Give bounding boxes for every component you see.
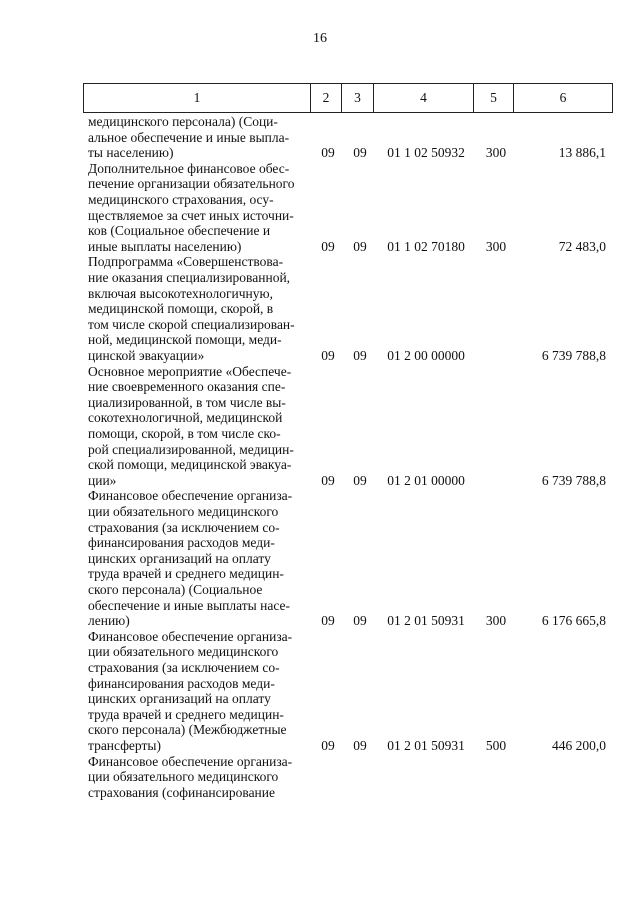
description-line: том числе скорой специализирован- xyxy=(88,316,295,332)
cell-c4: 01 1 02 50932 xyxy=(387,145,465,161)
description-line: Подпрограмма «Совершенствова- xyxy=(88,254,284,270)
table-row xyxy=(0,114,640,161)
row-description xyxy=(88,364,310,489)
table-header xyxy=(83,83,613,113)
row-description xyxy=(88,629,310,754)
table-row xyxy=(0,161,640,255)
description-line: Финансовое обеспечение организа- xyxy=(88,753,293,769)
description-line: ков (Социальное обеспечение и xyxy=(88,223,271,239)
description-line: медицинского страхования, осу- xyxy=(88,191,274,207)
header-col-1: 1 xyxy=(84,84,311,112)
description-line: ции» xyxy=(88,472,117,488)
description-line: трансферты) xyxy=(88,737,161,753)
cell-c2: 09 xyxy=(321,347,335,363)
description-line: медицинской помощи, скорой, в xyxy=(88,301,274,317)
description-line: ции обязательного медицинского xyxy=(88,644,279,660)
description-line: рой специализированной, медицин- xyxy=(88,441,294,457)
description-line: ции обязательного медицинского xyxy=(88,503,279,519)
description-line: цинских организаций на оплату xyxy=(88,550,271,566)
cell-c4: 01 2 00 00000 xyxy=(387,347,465,363)
table-row xyxy=(0,754,640,801)
cell-c2: 09 xyxy=(321,472,335,488)
row-description xyxy=(88,254,310,363)
page-number: 16 xyxy=(313,31,327,46)
cell-c4: 01 2 01 00000 xyxy=(387,472,465,488)
description-line: труда врачей и среднего медицин- xyxy=(88,566,284,582)
cell-c3: 09 xyxy=(353,613,367,629)
row-description xyxy=(88,488,310,628)
cell-c6: 72 483,0 xyxy=(558,238,606,254)
table-body xyxy=(0,114,640,800)
header-col-2: 2 xyxy=(311,84,342,112)
table-row xyxy=(0,629,640,754)
description-line: финансирования расходов меди- xyxy=(88,675,275,691)
description-line: ской помощи, медицинской эвакуа- xyxy=(88,457,292,473)
cell-c3: 09 xyxy=(353,472,367,488)
description-line: ществляемое за счет иных источни- xyxy=(88,207,294,223)
description-line: ского персонала) (Межбюджетные xyxy=(88,722,287,738)
header-col-4: 4 xyxy=(374,84,474,112)
description-line: лению) xyxy=(88,613,130,629)
cell-c6: 446 200,0 xyxy=(552,737,606,753)
description-line: обеспечение и иные выплаты насе- xyxy=(88,597,290,613)
row-description xyxy=(88,161,310,255)
cell-c4: 01 2 01 50931 xyxy=(387,613,465,629)
cell-c2: 09 xyxy=(321,613,335,629)
cell-c3: 09 xyxy=(353,145,367,161)
table-row xyxy=(0,254,640,363)
description-line: труда врачей и среднего медицин- xyxy=(88,706,284,722)
description-line: Основное мероприятие «Обеспече- xyxy=(88,363,292,379)
header-col-6: 6 xyxy=(559,90,567,105)
cell-c6: 6 176 665,8 xyxy=(541,613,606,629)
description-line: цинских организаций на оплату xyxy=(88,691,271,707)
header-col-5: 5 xyxy=(474,84,514,112)
description-line: ние своевременного оказания спе- xyxy=(88,379,286,395)
cell-c3: 09 xyxy=(353,238,367,254)
cell-c6: 6 739 788,8 xyxy=(541,472,606,488)
cell-c2: 09 xyxy=(321,145,335,161)
description-line: альное обеспечение и иные выпла- xyxy=(88,129,290,145)
description-line: страхования (за исключением со- xyxy=(88,519,280,535)
description-line: Дополнительное финансовое обес- xyxy=(88,160,290,176)
header-col-3: 3 xyxy=(342,84,374,112)
cell-c5: 300 xyxy=(485,613,507,629)
cell-c3: 09 xyxy=(353,737,367,753)
description-line: ной, медицинской помощи, меди- xyxy=(88,332,282,348)
cell-c5: 300 xyxy=(485,145,507,161)
description-line: помощи, скорой, в том числе ско- xyxy=(88,425,281,441)
description-line: ского персонала) (Социальное xyxy=(88,581,263,597)
description-line: ние оказания специализированной, xyxy=(88,269,291,285)
description-line: печение организации обязательного xyxy=(88,176,295,192)
description-line: включая высокотехнологичную, xyxy=(88,285,273,301)
cell-c6: 6 739 788,8 xyxy=(541,347,606,363)
cell-c4: 01 1 02 70180 xyxy=(387,238,465,254)
table-row xyxy=(0,364,640,489)
cell-c2: 09 xyxy=(321,737,335,753)
table-row xyxy=(0,488,640,628)
description-line: страхования (софинансирование xyxy=(88,784,276,800)
description-line: цинской эвакуации» xyxy=(88,347,205,363)
cell-c3: 09 xyxy=(353,347,367,363)
cell-c6: 13 886,1 xyxy=(558,145,606,161)
row-description xyxy=(88,754,310,801)
description-line: циализированной, в том числе вы- xyxy=(88,394,286,410)
cell-c5: 300 xyxy=(485,238,507,254)
description-line: ты населению) xyxy=(88,145,174,161)
row-description xyxy=(88,114,310,161)
description-line: Финансовое обеспечение организа- xyxy=(88,488,293,504)
description-line: медицинского персонала) (Соци- xyxy=(88,114,278,129)
description-line: сокотехнологичной, медицинской xyxy=(88,410,283,426)
cell-c2: 09 xyxy=(321,238,335,254)
cell-c5: 500 xyxy=(485,737,507,753)
description-line: страхования (за исключением со- xyxy=(88,659,280,675)
description-line: ции обязательного медицинского xyxy=(88,769,279,785)
description-line: финансирования расходов меди- xyxy=(88,535,275,551)
description-line: Финансовое обеспечение организа- xyxy=(88,628,293,644)
description-line: иные выплаты населению) xyxy=(88,238,242,254)
cell-c4: 01 2 01 50931 xyxy=(387,737,465,753)
